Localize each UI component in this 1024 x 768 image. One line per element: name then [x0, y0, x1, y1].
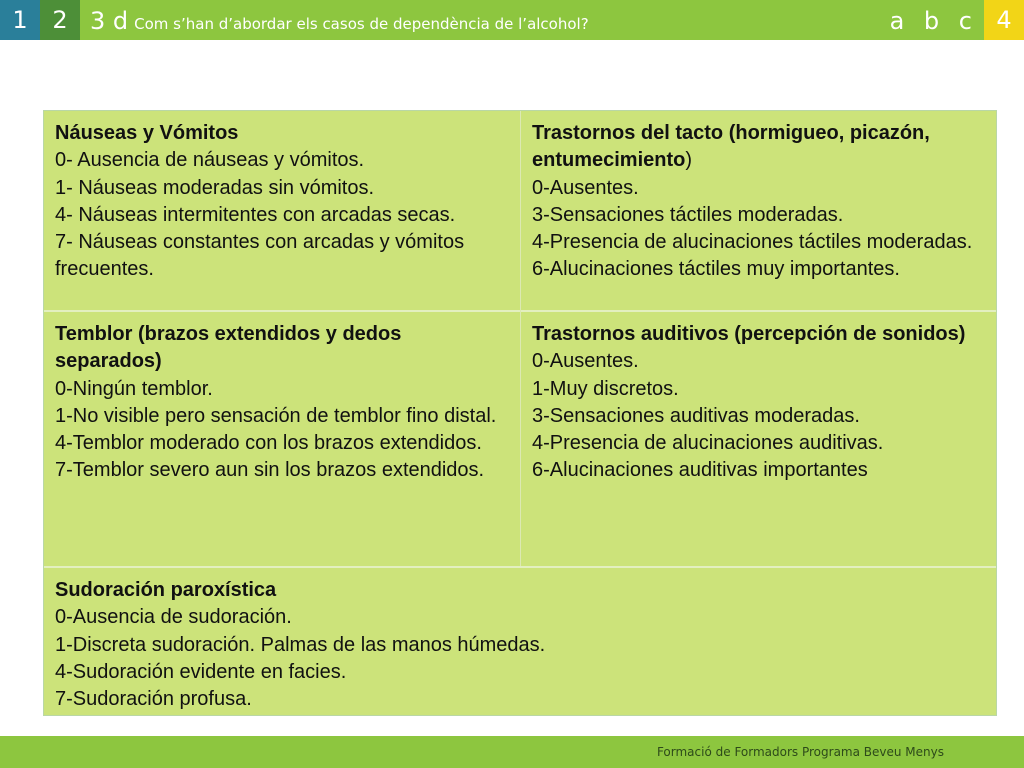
cell-line: 4-Presencia de alucinaciones táctiles moderadas.	[532, 231, 973, 254]
cell-line: 4-Temblor moderado con los brazos extendidos.	[55, 432, 482, 455]
cell-line: 1-Muy discretos.	[532, 377, 679, 400]
nav-tab-2[interactable]: 2	[40, 0, 80, 40]
cell-title-wrap	[532, 120, 985, 175]
cell-line: 7- Náuseas constantes con arcadas y vómitos frecuentes.	[55, 231, 465, 281]
cell-line: 1- Náuseas moderadas sin vómitos.	[55, 176, 375, 199]
cell-title: Trastornos auditivos (percepción de sonidos)	[532, 323, 966, 345]
header-title	[90, 0, 589, 40]
nav-tab-1[interactable]: 1	[0, 0, 40, 40]
nav-tab-4[interactable]: 4	[984, 0, 1024, 40]
subsection-letters[interactable]: a b c	[889, 7, 972, 35]
cell-line: 0-Ausencia de sudoración.	[55, 606, 292, 629]
table-cell-auditory	[521, 312, 996, 567]
cell-line: 4-Sudoración evidente en facies.	[55, 660, 347, 683]
cell-line: 7-Temblor severo aun sin los brazos extendidos.	[55, 459, 485, 482]
cell-line: 6-Alucinaciones táctiles muy importantes.	[532, 258, 900, 281]
cell-line: 6-Alucinaciones auditivas importantes	[532, 459, 868, 482]
cell-line: 1-Discreta sudoración. Palmas de las manos húmedas.	[55, 633, 546, 656]
cell-line: 1-No visible pero sensación de temblor fino distal.	[55, 404, 497, 427]
header-bar	[0, 0, 1024, 40]
cell-line: 0-Ningún temblor.	[55, 377, 213, 400]
cell-line: 0-Ausentes.	[532, 350, 639, 373]
symptom-table	[43, 110, 997, 716]
cell-line: 7-Sudoración profusa.	[55, 688, 252, 711]
section-number: 3 d	[90, 7, 129, 35]
cell-title-suffix: )	[685, 149, 693, 172]
table-cell-tactile	[521, 111, 996, 311]
table-cell-nausea	[44, 111, 520, 311]
cell-title: Náuseas y Vómitos	[55, 122, 239, 144]
cell-line: 0-Ausentes.	[532, 176, 639, 199]
section-title: Com s’han d’abordar els casos de dependència de l’alcohol?	[134, 15, 589, 33]
cell-title: Temblor (brazos extendidos y dedos separados)	[55, 323, 402, 373]
table-cell-tremor	[44, 312, 520, 567]
cell-line: 3-Sensaciones táctiles moderadas.	[532, 203, 844, 226]
cell-line: 4-Presencia de alucinaciones auditivas.	[532, 432, 884, 455]
table-cell-sweating	[44, 568, 996, 715]
cell-title: Trastornos del tacto (hormigueo, picazón, entumecimiento	[532, 122, 930, 172]
cell-line: 3-Sensaciones auditivas moderadas.	[532, 404, 860, 427]
footer-text: Formació de Formadors Programa Beveu Menys	[656, 745, 944, 759]
cell-line: 4- Náuseas intermitentes con arcadas secas.	[55, 203, 456, 226]
cell-line: 0- Ausencia de náuseas y vómitos.	[55, 149, 365, 172]
cell-title: Sudoración paroxística	[55, 579, 277, 601]
footer-bar	[0, 736, 1024, 768]
